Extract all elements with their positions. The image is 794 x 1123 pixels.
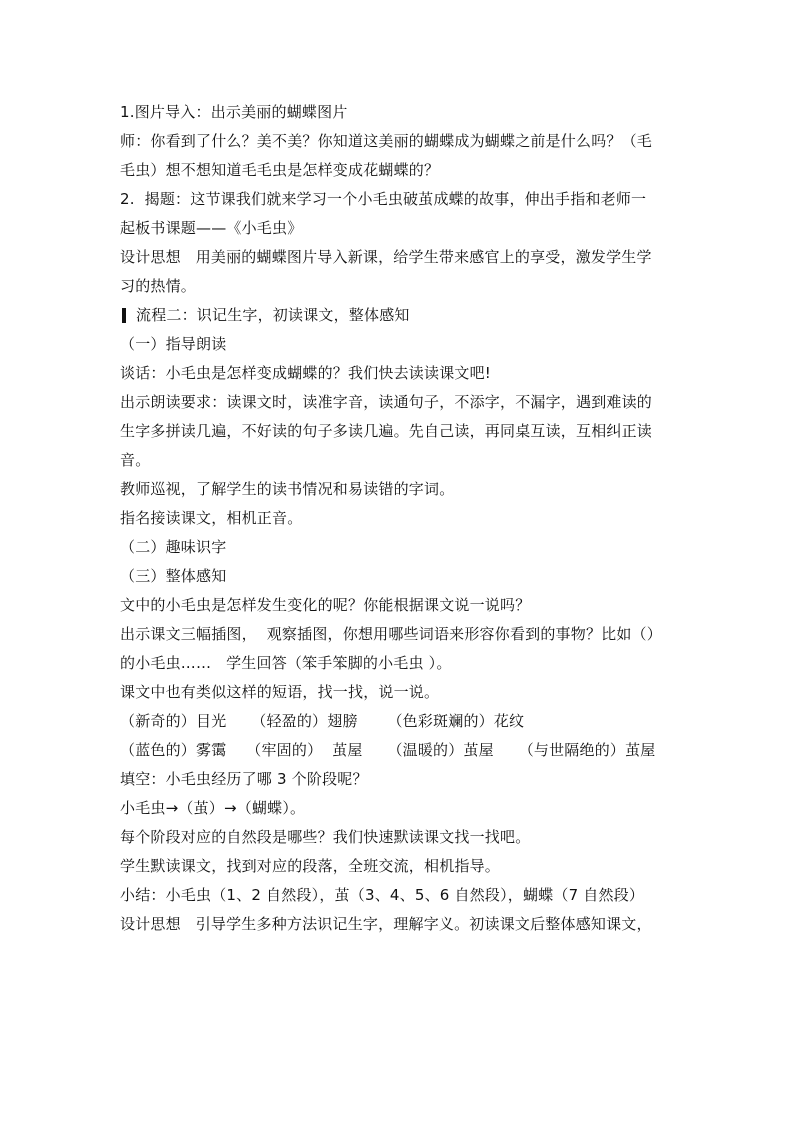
paragraph-line: 教师巡视，了解学生的读书情况和易读错的字词。 (120, 480, 455, 498)
paragraph-line: 2. 揭题：这节课我们就来学习一个小毛虫破茧成蝶的故事，伸出手指和老师一 (120, 190, 647, 208)
subheading: （三）整体感知 (120, 567, 227, 585)
paragraph-line: 出示课文三幅插图， 观察插图，你想用哪些词语来形容你看到的事物？比如（） (120, 625, 662, 643)
section-heading (120, 301, 686, 330)
section-heading-text: 流程二：识记生字，初读课文，整体感知 (136, 306, 410, 324)
paragraph-line: 每个阶段对应的自然段是哪些？我们快速默读课文找一找吧。 (120, 828, 531, 846)
design-note-line: 设计思想 引导学生多种方法识记生字，理解字义。初读课文后整体感知课文， (120, 915, 652, 933)
design-note-line: 设计思想 用美丽的蝴蝶图片导入新课，给学生带来感官上的享受，激发学生学 (120, 248, 652, 266)
paragraph-line: 谈话：小毛虫是怎样变成蝴蝶的？我们快去读读课文吧! (120, 364, 492, 382)
paragraph-line: 指名接读课文，相机正音。 (120, 509, 303, 527)
paragraph-line: 的小毛虫…… 学生回答（笨手笨脚的小毛虫 ）。 (120, 654, 452, 672)
paragraph-line: 1.图片导入：出示美丽的蝴蝶图片 (120, 103, 348, 121)
paragraph-line: 音。 (120, 451, 151, 469)
paragraph-line: 学生默读课文，找到对应的段落，全班交流，相机指导。 (120, 857, 501, 875)
design-note-line: 习的热情。 (120, 277, 197, 295)
paragraph-line: 课文中也有类似这样的短语，找一找，说一说。 (120, 683, 440, 701)
paragraph-line: 小结：小毛虫（1、2 自然段），茧（3、4、5、6 自然段），蝴蝶（7 自然段） (120, 886, 645, 904)
subheading: （二）趣味识字 (120, 538, 227, 556)
paragraph-line: 师：你看到了什么？美不美？你知道这美丽的蝴蝶成为蝴蝶之前是什么吗？（毛 (120, 132, 653, 150)
document-body (120, 98, 686, 939)
paragraph-line: 出示朗读要求：读课文时，读准字音，读通句子，不添字，不漏字，遇到难读的 (120, 393, 653, 411)
subheading: （一）指导朗读 (120, 335, 227, 353)
paragraph-line: 小毛虫→（茧）→（蝴蝶）。 (120, 799, 306, 817)
paragraph-line: 填空：小毛虫经历了哪 3 个阶段呢？ (120, 770, 368, 788)
paragraph-line: 毛虫）想不想知道毛毛虫是怎样变成花蝴蝶的？ (120, 161, 440, 179)
paragraph-line: 起板书课题——《小毛虫》 (120, 219, 303, 237)
phrase-list-line: （蓝色的）雾霭 （牢固的） 茧屋 （温暖的）茧屋 （与世隔绝的）茧屋 (120, 741, 656, 759)
phrase-list-line: （新奇的）目光 （轻盈的）翅膀 （色彩斑斓的）花纹 (120, 712, 525, 730)
paragraph-line: 生字多拼读几遍，不好读的句子多读几遍。先自己读，再同桌互读，互相纠正读 (120, 422, 653, 440)
paragraph-line: 文中的小毛虫是怎样发生变化的呢？你能根据课文说一说吗？ (120, 596, 531, 614)
section-marker-icon (122, 308, 126, 323)
